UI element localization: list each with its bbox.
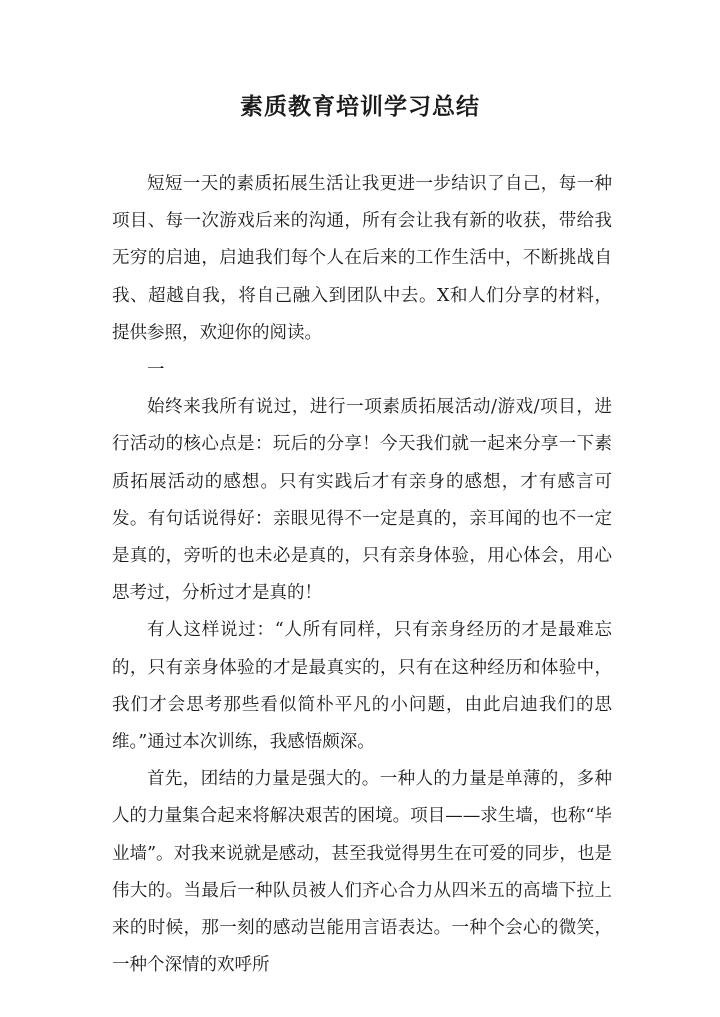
paragraph-sharing: 始终来我所有说过，进行一项素质拓展活动/游戏/项目，进行活动的核心点是：玩后的分享！今天我们就一起来分享一下素质拓展活动的感想。只有实践后才有亲身的感想，才有感言可发。有句话说得好：亲眼见得不一定是真的，亲耳闻的也不一定是真的，旁听的也未必是真的，只有亲身体验，用心体会，用心思考过，分析过才是真的！ <box>112 397 612 604</box>
section-marker: 一 <box>147 360 165 381</box>
document-title: 素质教育培训学习总结 <box>240 93 480 120</box>
document-body <box>112 166 612 984</box>
paragraph-quote: 有人这样说过：“人所有同样，只有亲身经历的才是最难忘的，只有亲身体验的才是最真实的，只有在这种经历和体验中，我们才会思考那些看似简朴平凡的小问题，由此启迪我们的思维。”通过本次训练，我感悟颇深。 <box>112 620 612 753</box>
paragraph-teamwork: 首先，团结的力量是强大的。一种人的力量是单薄的，多种人的力量集合起来将解决艰苦的困境。项目——求生墙，也称“毕业墙”。对我来说就是感动，甚至我觉得男生在可爱的同步，也是伟大的。当最后一种队员被人们齐心合力从四米五的高墙下拉上来的时候，那一刻的感动岂能用言语表达。一种个会心的微笑，一种个深情的欢呼所 <box>112 769 612 976</box>
paragraph-intro: 短短一天的素质拓展生活让我更进一步结识了自己，每一种项目、每一次游戏后来的沟通，所有会让我有新的收获，带给我无穷的启迪，启迪我们每个人在后来的工作生活中，不断挑战自我、超越自我，将自己融入到团队中去。X和人们分享的材料，提供参照，欢迎你的阅读。 <box>112 174 612 343</box>
